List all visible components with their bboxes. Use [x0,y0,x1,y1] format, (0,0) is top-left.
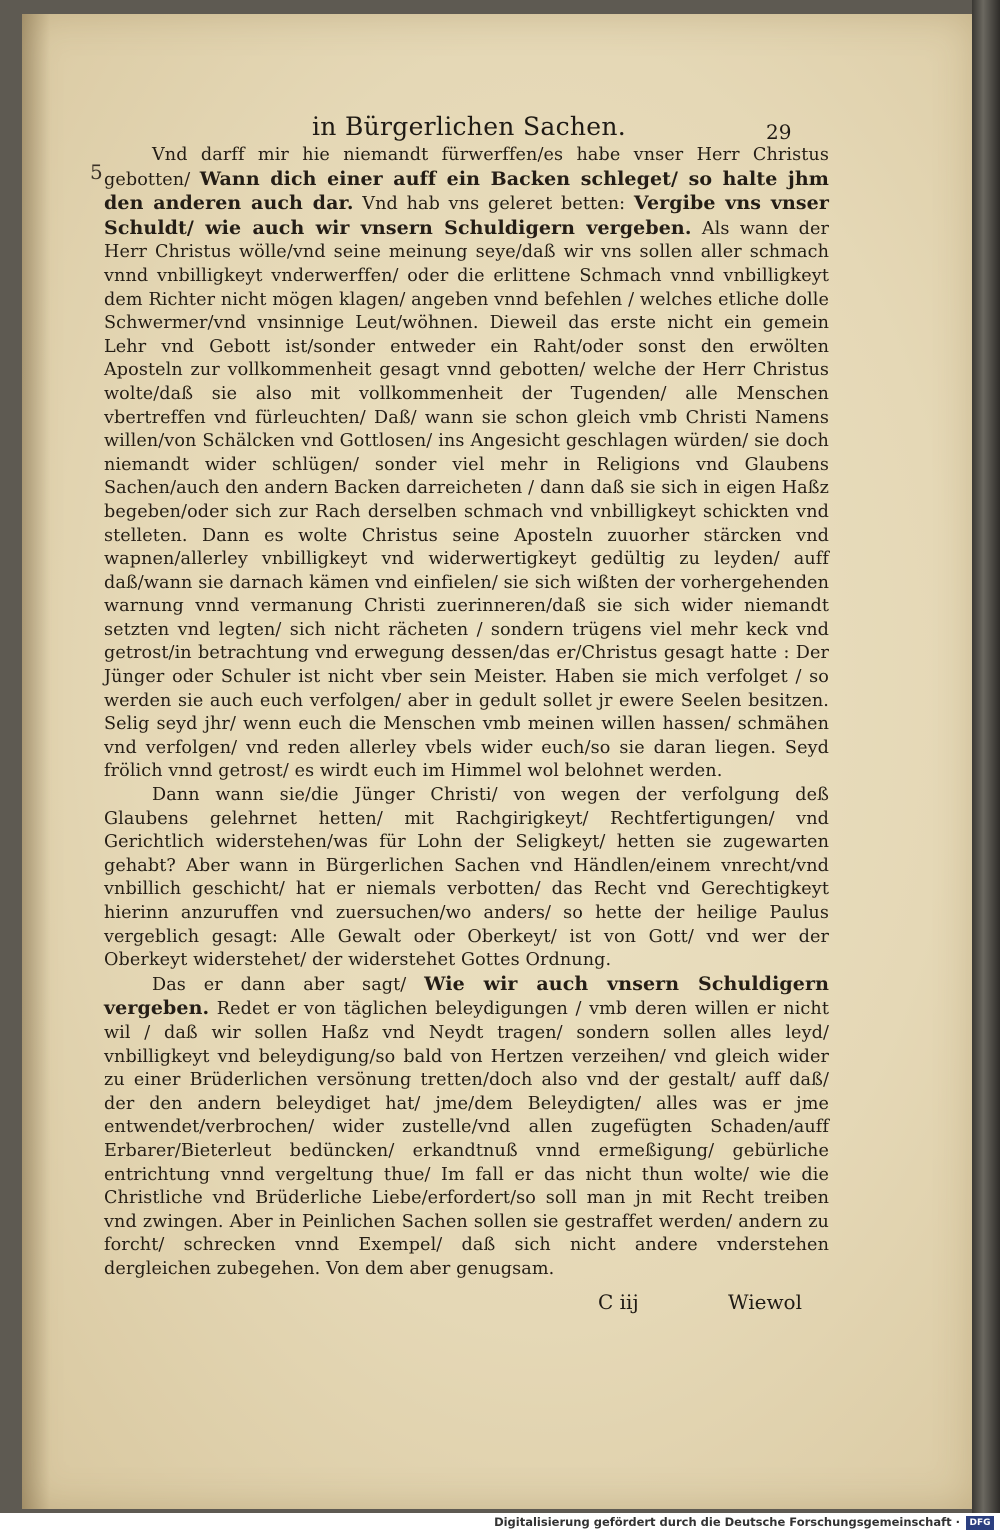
scripture-quote-3: Wie wir auch vnsern Schuldigern vergeben. [104,972,829,1020]
credit-bar [0,1513,1000,1533]
running-head: in Bürgerlichen Sachen. [312,112,627,141]
paragraph-2: Dann wann sie/die Jünger Christi/ von wegen der verfolgung deß Glaubens gelehrnet hetten/ mit Rachgirigkeyt/ Rechtfertigungen/ vnd Gerichtlich widerstehen/was für Lohn der Seligkeyt/ hetten sie zugewarten gehabt? Aber wann in Bürgerlichen Sachen vnd Händlen/einem vnrecht/vnd vnbillich geschicht/ hat er niemals verbotten/ das Recht vnd Gerechtigkeyt hierinn anzuruffen vnd zuersuchen/wo anders/ so hette der heilige Paulus vergeblich gesagt: Alle Gewalt oder Oberkeyt/ ist von Gott/ vnd wer der Oberkeyt widerstehet/ der widerstehet Gottes Ordnung. [104,785,829,971]
page-number: 29 [766,120,792,144]
book-page [22,14,974,1509]
paragraph-1-body: Als wann der Herr Christus wölle/vnd seine meinung seye/daß wir vns sollen aller schmach vnnd vnbilligkeyt vnderwerffen/ oder die erlittene Schmach vnnd vnbilligkeyt dem Richter nicht mögen klagen/ angeben vnnd befehlen / welches etliche dolle Schwermer/vnd vnsinnige Leut/wöhnen. Dieweil das erste nicht ein gemein Lehr vnd Gebott ist/sonder entweder ein Raht/oder sonst den erwölten Aposteln zur vollkommenheit gesagt vnnd gebotten/ welche der Herr Christus wolte/daß sie also mit vollkommenheit der Tugenden/ alle Menschen vbertreffen vnd fürleuchten/ Daß/ wann sie schon gleich vmb Christi Namens willen/von Schälcken vnd Gottlosen/ ins Angesicht geschlagen würden/ sie doch niemandt wider schlügen/ sonder viel mehr in Religions vnd Glaubens Sachen/auch den andern Backen darreicheten / dann daß sie sich in eigen Haßz begeben/oder sich zur Rach derselben schmach vnd vnbilligkeyt schickten vnd stelleten. Dann es wolte Christus seine Aposteln zuuorher stärcken vnd wapnen/allerley vnbilligkeyt vnd widerwertigkeyt gedültig zu leyden/ auff daß/wann sie darnach kämen vnd einfielen/ sie sich wißten der vorhergehenden warnung vnnd vermanung Christi zuerinneren/daß sie sich wider niemandt setzten vnd legten/ sich nicht rächeten / sondern trügens viel mehr keck vnd getrost/in betrachtung vnd erwegung dessen/das er/Christus gesagt hatte : Der Jünger oder Schuler ist nicht vber sein Meister. Haben sie mich verfolget / so werden sie auch euch verfolgen/ aber in gedult sollet jr ewere Seelen besitzen. Selig seyd jhr/ wenn euch die Menschen vmb meinen willen hassen/ schmähen vnd verfolgen/ vnd reden allerley vbels wider euch/so sie daran liegen. Seyd frölich vnnd getrost/ es wirdt euch im Himmel wol belohnet werden. [104,218,829,782]
paragraph-1-intro: Vnd darff mir hie niemandt fürwerffen/es habe vnser Herr Christus gebotten/ [104,145,829,190]
paragraph-3 [104,973,829,1282]
scripture-quote-2: Vergibe vns vnser Schuldt/ wie auch wir vnsern Schuldigern vergeben. [104,192,829,239]
scripture-quote-1: Wann dich einer auff ein Backen schleget/ so halte jhm den anderen auch dar. [104,167,829,215]
paragraph-1 [104,144,829,784]
paragraph-3-intro: Das er dann aber sagt/ [152,974,425,995]
body-text [104,144,829,1282]
dfg-logo-icon: DFG [966,1516,994,1530]
paragraph-3-body: Redet er von täglichen beleydigungen / vmb deren willen er nicht wil / daß wir sollen Haßz vnd Neydt tragen/ sondern sollen alles leyd/ vnbilligkeyt vnd beleydigung/so bald von Hertzen verzeihen/ vnd gleich wider zu einer Brüderlichen versönung tretten/doch also vnd der gestalt/ auff daß/ der den andern beleydiget hat/ jme/dem Beleydigten/ alles was er jme entwendet/verbrochen/ wider zustelle/vnd allen zugefügten Schaden/auff Erbarer/Bieterleut bedüncken/ erkandtnuß vnnd ermeßigung/ gebürliche entrichtung vnnd vergeltung thue/ Im fall er das nicht thun wolte/ wie die Christliche vnd Brüderliche Liebe/erfordert/so soll man jn mit Recht treiben vnd zwingen. Aber in Peinlichen Sachen sollen sie gestraffet werden/ andern zu forcht/ schrecken vnnd Exempel/ daß sich nicht andere vnderstehen dergleichen zubegehen. Von dem aber genugsam. [104,999,829,1279]
page-gutter-shadow [22,14,50,1509]
signature-mark: C iij [598,1290,639,1314]
catchword: Wiewol [728,1290,802,1314]
credit-text: Digitalisierung gefördert durch die Deutsche Forschungsgemeinschaft · [494,1515,960,1529]
page-footer [22,1290,974,1320]
paragraph-1-bridge: Vnd hab vns geleret betten: [353,194,634,215]
margin-mark: 5 [90,160,103,184]
book-edge [972,0,1000,1513]
